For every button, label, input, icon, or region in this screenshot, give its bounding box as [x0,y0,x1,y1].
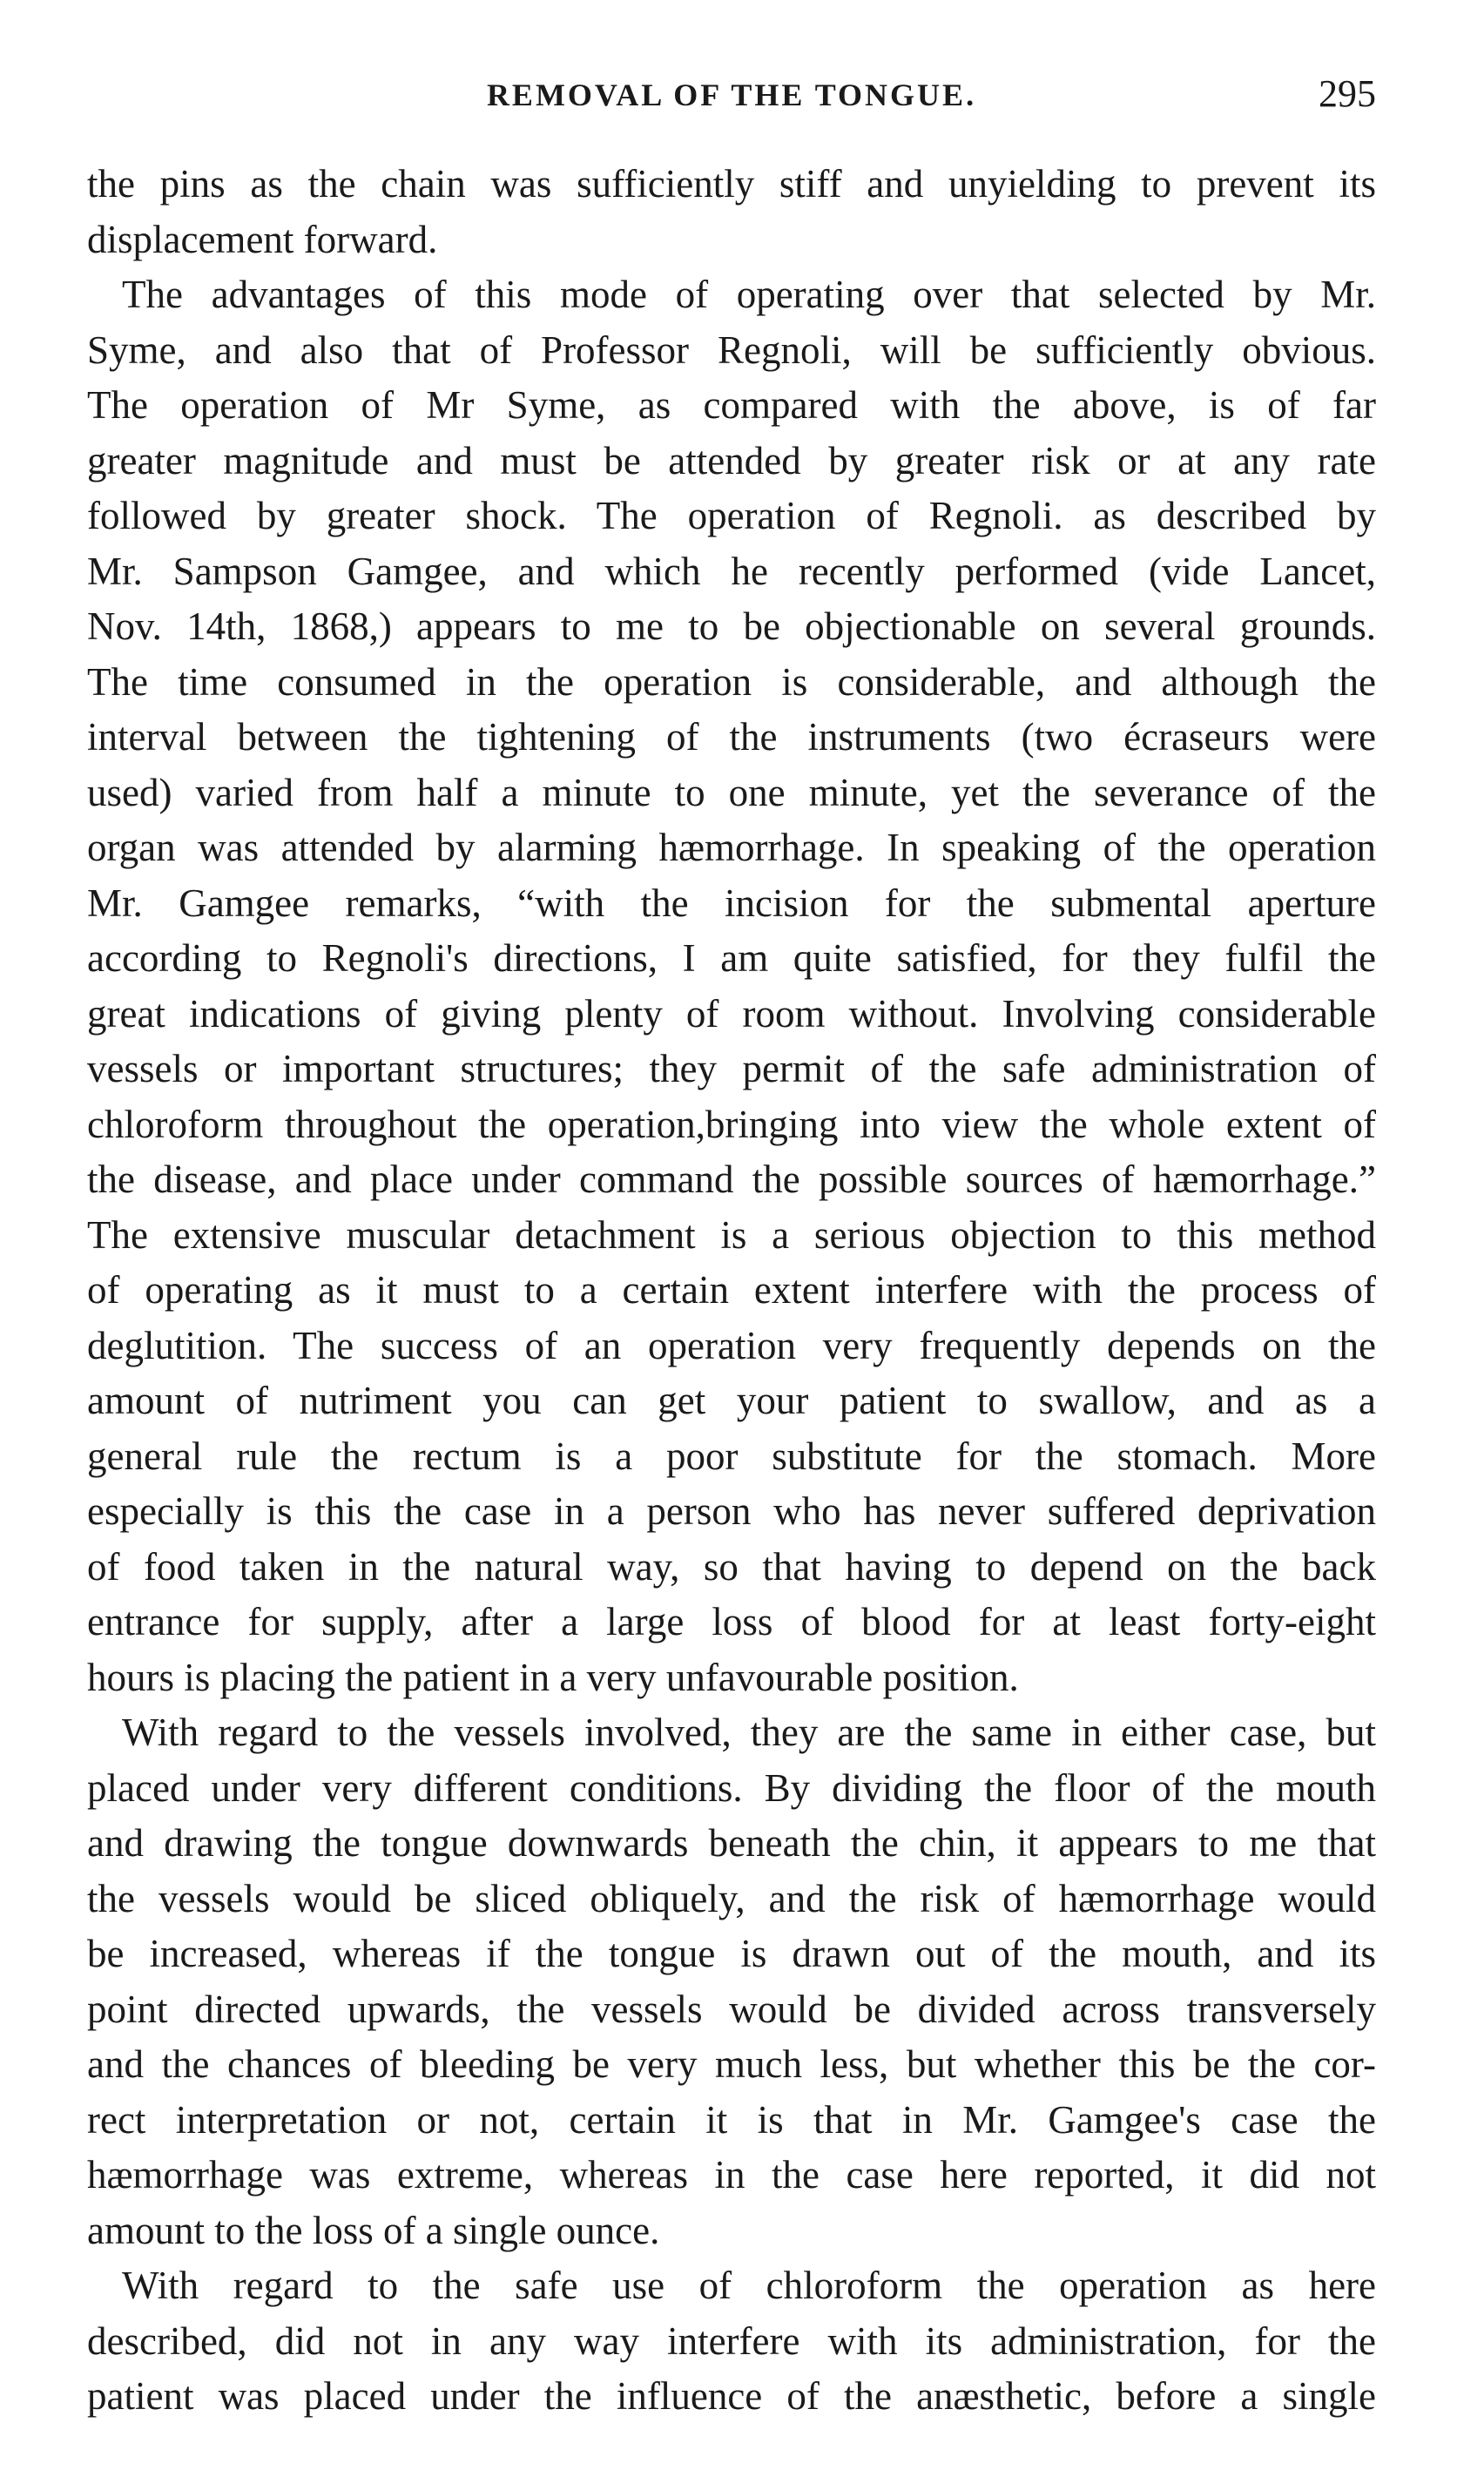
text-line: chloroform throughout the operation,bringing into view the whole extent of [87,1102,1376,1146]
text-line: Mr. Sampson Gamgee, and which he recently performed (vide Lancet, [87,549,1376,593]
text-line: of operating as it must to a certain extent interfere with the process of [87,1268,1376,1312]
paragraph [87,2258,1376,2425]
text-line: With regard to the vessels involved, they are the same in either case, but [122,1711,1376,1754]
text-line: The operation of Mr Syme, as compared with the above, is of far [87,383,1376,427]
text-line: amount to the loss of a single ounce. [87,2208,660,2252]
text-line: The extensive muscular detachment is a serious objection to this method [87,1212,1376,1257]
text-line: be increased, whereas if the tongue is drawn out of the mouth, and its [87,1932,1376,1975]
paragraph [87,267,1376,1705]
text-line: especially is this the case in a person who has never suffered deprivation [87,1489,1376,1533]
page-number: 295 [1319,72,1376,115]
text-line: rect interpretation or not, certain it is that in Mr. Gamgee's case the [87,2097,1376,2142]
text-line: followed by greater shock. The operation of Regnoli. as described by [87,494,1376,537]
text-line: point directed upwards, the vessels would be divided across transversely [87,1987,1376,2031]
text-line: organ was attended by alarming hæmorrhage. In speaking of the operation [87,826,1376,869]
text-line: the vessels would be sliced obliquely, and the risk of hæmorrhage would [87,1876,1376,1920]
text-line: general rule the rectum is a poor substitute for the stomach. More [87,1434,1376,1478]
text-line: deglutition. The success of an operation very frequently depends on the [87,1323,1376,1367]
body-text [87,157,1376,2425]
text-line: hours is placing the patient in a very unfavourable position. [87,1655,1019,1699]
text-line: the pins as the chain was sufficiently stiff and unyielding to prevent its [87,162,1376,206]
text-line: interval between the tightening of the instruments (two écraseurs were [87,715,1376,759]
text-line: great indications of giving plenty of room without. Involving considerable [87,991,1376,1036]
text-line: patient was placed under the influence of the anæsthetic, before a single [87,2374,1376,2418]
text-line: and drawing the tongue downwards beneath the chin, it appears to me that [87,1821,1376,1865]
text-line: used) varied from half a minute to one minute, yet the severance of the [87,770,1376,814]
running-title: REMOVAL OF THE TONGUE. [486,78,977,112]
text-line: greater magnitude and must be attended by greater risk or at any rate [87,438,1376,483]
text-line: and the chances of bleeding be very much less, but whether this be the cor- [87,2042,1376,2086]
text-line: hæmorrhage was extreme, whereas in the case here reported, it did not [87,2153,1376,2197]
text-line: vessels or important structures; they permit of the safe administration of [87,1047,1376,1090]
text-line: placed under very different conditions. By dividing the floor of the mouth [87,1765,1376,1810]
text-line: of food taken in the natural way, so that having to depend on the back [87,1544,1376,1589]
page-header [87,72,1376,129]
text-line: the disease, and place under command the possible sources of hæmorrhage.” [87,1157,1376,1201]
text-line: entrance for supply, after a large loss of blood for at least forty-eight [87,1600,1376,1643]
text-line: The advantages of this mode of operating over that selected by Mr. [122,273,1376,316]
text-line: displacement forward. [87,217,438,261]
text-line: Nov. 14th, 1868,) appears to me to be objectionable on several grounds. [87,604,1376,648]
text-line: With regard to the safe use of chloroform the operation as here [122,2264,1376,2307]
text-line: The time consumed in the operation is considerable, and although the [87,659,1376,704]
paragraph [87,1705,1376,2258]
paragraph [87,157,1376,267]
text-line: Mr. Gamgee remarks, “with the incision for the submental aperture [87,881,1376,925]
text-line: according to Regnoli's directions, I am quite satisfied, for they fulfil the [87,936,1376,980]
text-line: Syme, and also that of Professor Regnoli, will be sufficiently obvious. [87,327,1376,372]
text-line: amount of nutriment you can get your patient to swallow, and as a [87,1379,1376,1422]
text-line: described, did not in any way interfere with its administration, for the [87,2318,1376,2363]
